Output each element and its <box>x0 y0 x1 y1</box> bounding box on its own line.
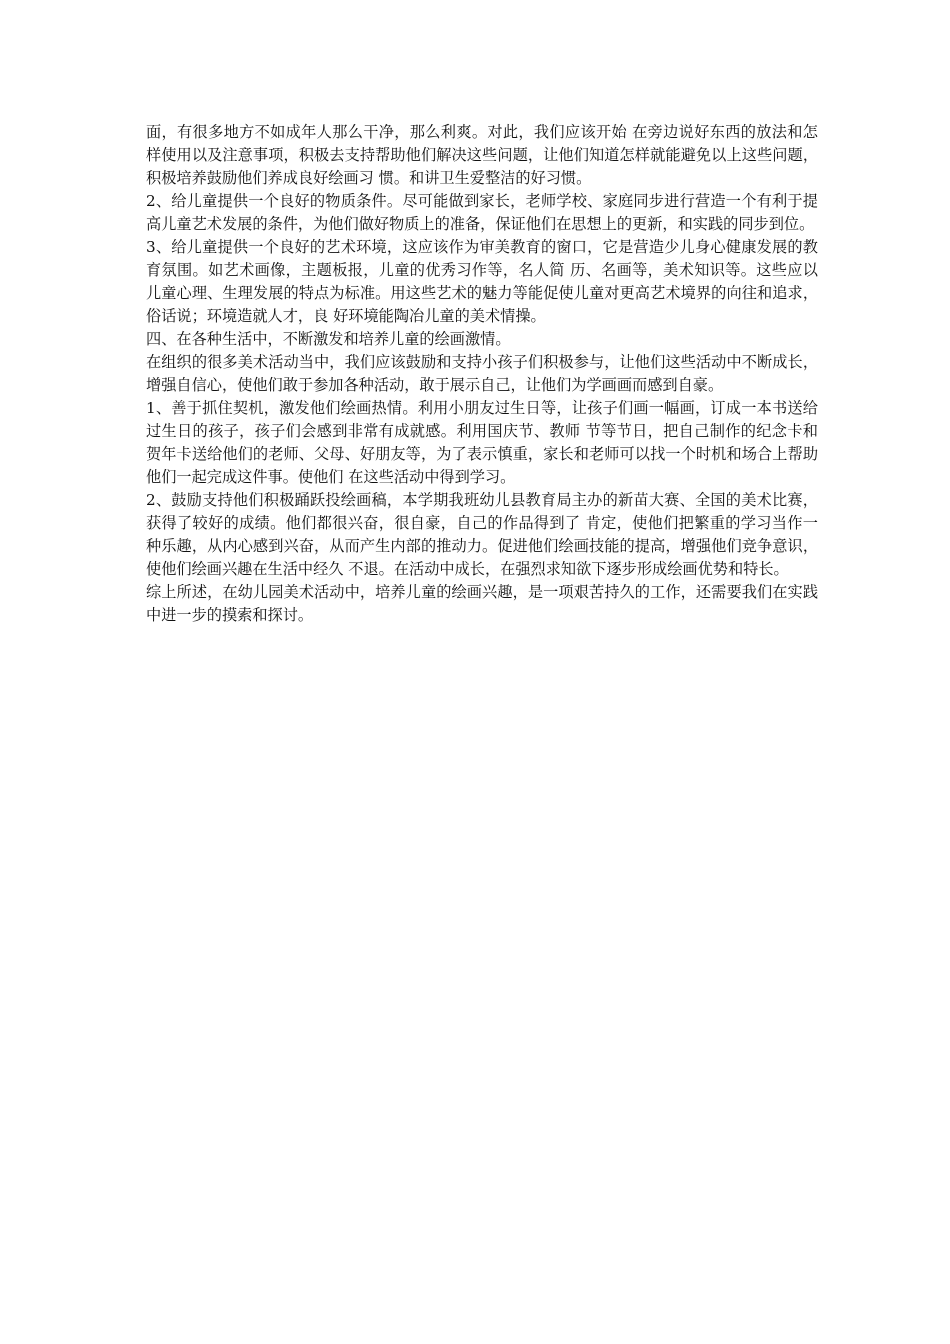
paragraph-conclusion: 综上所述，在幼儿园美术活动中，培养儿童的绘画兴趣，是一项艰苦持久的工作，还需要我们在实践中进一步的摸索和探讨。 <box>146 583 818 624</box>
paragraph-material-conditions: 2、给儿童提供一个良好的物质条件。尽可能做到家长，老师学校、家庭同步进行营造一个有利于提高儿童艺术发展的条件，为他们做好物质上的准备，保证他们在思想上的更新，和实践的同步到位。 <box>146 192 818 233</box>
section-heading-four: 四、在各种生活中，不断激发和培养儿童的绘画激情。 <box>146 330 511 348</box>
paragraph-seize-opportunity: 1、善于抓住契机，激发他们绘画热情。利用小朋友过生日等，让孩子们画一幅画，订成一本书送给过生日的孩子，孩子们会感到非常有成就感。利用国庆节、教师 节等节日，把自己制作的纪念卡和贺年卡送给他们的老师、父母、好朋友等，为了表示慎重，家长和老师可以找一个时机和场合上帮助他们一起完成这件事。使他们 在这些活动中得到学习。 <box>146 399 818 486</box>
paragraph-intro-continuation: 面，有很多地方不如成年人那么干净，那么利爽。对此，我们应该开始 在旁边说好东西的放法和怎样使用以及注意事项，积极去支持帮助他们解决这些问题，让他们知道怎样就能避免以上这些问题，积极培养鼓励他们养成良好绘画习 惯。和讲卫生爱整洁的好习惯。 <box>146 123 818 187</box>
paragraph-activities: 在组织的很多美术活动当中，我们应该鼓励和支持小孩子们积极参与，让他们这些活动中不断成长，增强自信心，使他们敢于参加各种活动，敢于展示自己，让他们为学画画而感到自豪。 <box>146 353 818 394</box>
document-body <box>146 121 818 627</box>
paragraph-art-environment: 3、给儿童提供一个良好的艺术环境，这应该作为审美教育的窗口，它是营造少儿身心健康发展的教育氛围。如艺术画像，主题板报，儿童的优秀习作等，名人简 历、名画等，美术知识等。这些应以儿童心理、生理发展的特点为标准。用这些艺术的魅力等能促使儿童对更高艺术境界的向往和追求，俗话说；环境造就人才，良 好环境能陶冶儿童的美术情操。 <box>146 238 818 325</box>
paragraph-encourage-submissions: 2、鼓励支持他们积极踊跃投绘画稿，本学期我班幼儿县教育局主办的新苗大赛、全国的美术比赛，获得了较好的成绩。他们都很兴奋，很自豪，自己的作品得到了 肯定，使他们把繁重的学习当作一种乐趣，从内心感到兴奋，从而产生内部的推动力。促进他们绘画技能的提高，增强他们竞争意识，使他们绘画兴趣在生活中经久 不退。在活动中成长，在强烈求知欲下逐步形成绘画优势和特长。 <box>146 491 818 578</box>
